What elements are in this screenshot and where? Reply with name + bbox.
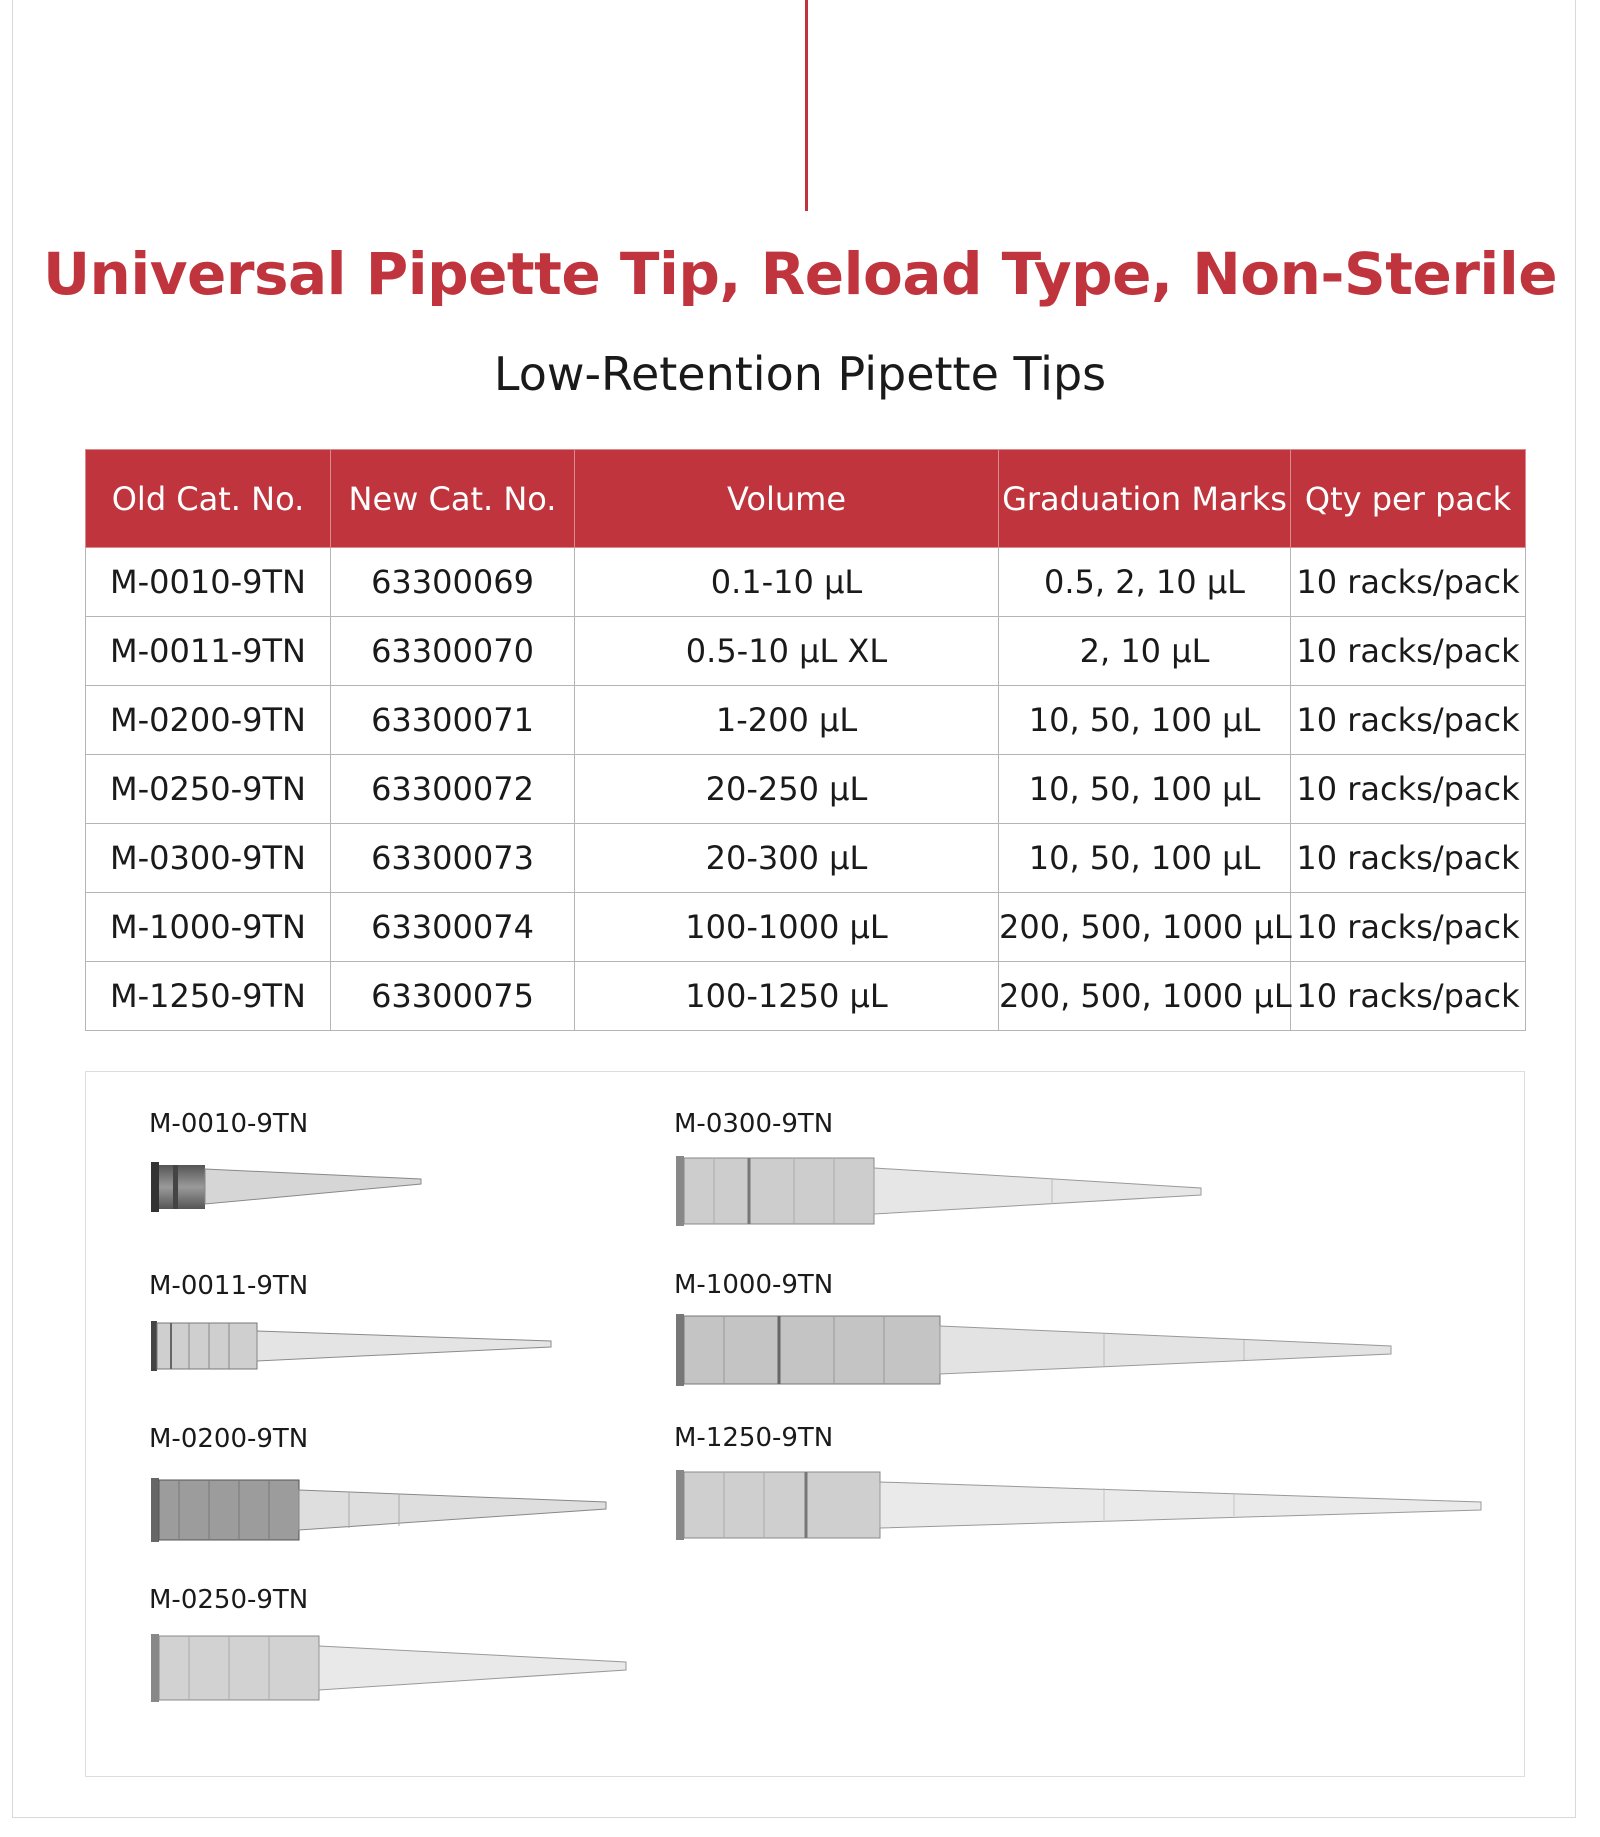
pipette-tip-icon	[149, 1472, 609, 1548]
table-row	[86, 962, 1526, 1031]
cell-new-cat-no: 63300072	[331, 755, 575, 824]
cell-old-cat-no: M-0200-9TN	[86, 686, 331, 755]
cell-old-cat-no: M-0300-9TN	[86, 824, 331, 893]
col-header-new-cat-no: New Cat. No.	[331, 450, 575, 548]
cell-old-cat-no: M-0011-9TN	[86, 617, 331, 686]
table-header-row	[86, 450, 1526, 548]
cell-qty-per-pack: 10 racks/pack	[1291, 617, 1526, 686]
table-row	[86, 686, 1526, 755]
cell-graduation-marks: 10, 50, 100 µL	[999, 755, 1291, 824]
cell-graduation-marks: 200, 500, 1000 µL	[999, 893, 1291, 962]
table-row	[86, 755, 1526, 824]
cell-qty-per-pack: 10 racks/pack	[1291, 548, 1526, 617]
tip-label-m-0011: M-0011-9TN	[149, 1271, 309, 1301]
tip-label-m-0200: M-0200-9TN	[149, 1424, 309, 1454]
pipette-tip-icon	[674, 1310, 1394, 1392]
tip-label-m-0250: M-0250-9TN	[149, 1585, 309, 1615]
top-divider-line	[805, 0, 808, 211]
page-subtitle: Low-Retention Pipette Tips	[493, 347, 1107, 401]
page-title: Universal Pipette Tip, Reload Type, Non-Sterile	[42, 240, 1558, 308]
spec-table	[85, 449, 1526, 1031]
cell-graduation-marks: 10, 50, 100 µL	[999, 686, 1291, 755]
cell-new-cat-no: 63300070	[331, 617, 575, 686]
cell-graduation-marks: 10, 50, 100 µL	[999, 824, 1291, 893]
table-row	[86, 893, 1526, 962]
cell-qty-per-pack: 10 racks/pack	[1291, 893, 1526, 962]
cell-volume: 100-1000 µL	[575, 893, 999, 962]
cell-new-cat-no: 63300073	[331, 824, 575, 893]
table-row	[86, 617, 1526, 686]
tip-label-m-1000: M-1000-9TN	[674, 1270, 834, 1300]
cell-old-cat-no: M-0250-9TN	[86, 755, 331, 824]
tip-label-m-1250: M-1250-9TN	[674, 1423, 834, 1453]
cell-volume: 1-200 µL	[575, 686, 999, 755]
cell-volume: 20-300 µL	[575, 824, 999, 893]
table-row	[86, 548, 1526, 617]
pipette-tip-icon	[149, 1157, 424, 1217]
cell-volume: 0.5-10 µL XL	[575, 617, 999, 686]
cell-qty-per-pack: 10 racks/pack	[1291, 962, 1526, 1031]
cell-graduation-marks: 200, 500, 1000 µL	[999, 962, 1291, 1031]
col-header-graduation-marks: Graduation Marks	[999, 450, 1291, 548]
cell-volume: 20-250 µL	[575, 755, 999, 824]
col-header-qty-per-pack: Qty per pack	[1291, 450, 1526, 548]
cell-new-cat-no: 63300075	[331, 962, 575, 1031]
tip-label-m-0300: M-0300-9TN	[674, 1109, 834, 1139]
col-header-volume: Volume	[575, 450, 999, 548]
pipette-tip-icon	[149, 1628, 629, 1708]
cell-qty-per-pack: 10 racks/pack	[1291, 824, 1526, 893]
tip-label-m-0010: M-0010-9TN	[149, 1109, 309, 1139]
cell-old-cat-no: M-1000-9TN	[86, 893, 331, 962]
cell-volume: 0.1-10 µL	[575, 548, 999, 617]
cell-new-cat-no: 63300074	[331, 893, 575, 962]
pipette-tip-icon	[674, 1464, 1484, 1546]
cell-old-cat-no: M-0010-9TN	[86, 548, 331, 617]
pipette-tip-icon	[149, 1315, 554, 1377]
col-header-old-cat-no: Old Cat. No.	[86, 450, 331, 548]
cell-qty-per-pack: 10 racks/pack	[1291, 686, 1526, 755]
cell-new-cat-no: 63300069	[331, 548, 575, 617]
pipette-tip-icon	[674, 1152, 1204, 1232]
cell-volume: 100-1250 µL	[575, 962, 999, 1031]
product-gallery	[85, 1071, 1525, 1777]
cell-qty-per-pack: 10 racks/pack	[1291, 755, 1526, 824]
cell-new-cat-no: 63300071	[331, 686, 575, 755]
cell-graduation-marks: 2, 10 µL	[999, 617, 1291, 686]
cell-graduation-marks: 0.5, 2, 10 µL	[999, 548, 1291, 617]
table-row	[86, 824, 1526, 893]
cell-old-cat-no: M-1250-9TN	[86, 962, 331, 1031]
